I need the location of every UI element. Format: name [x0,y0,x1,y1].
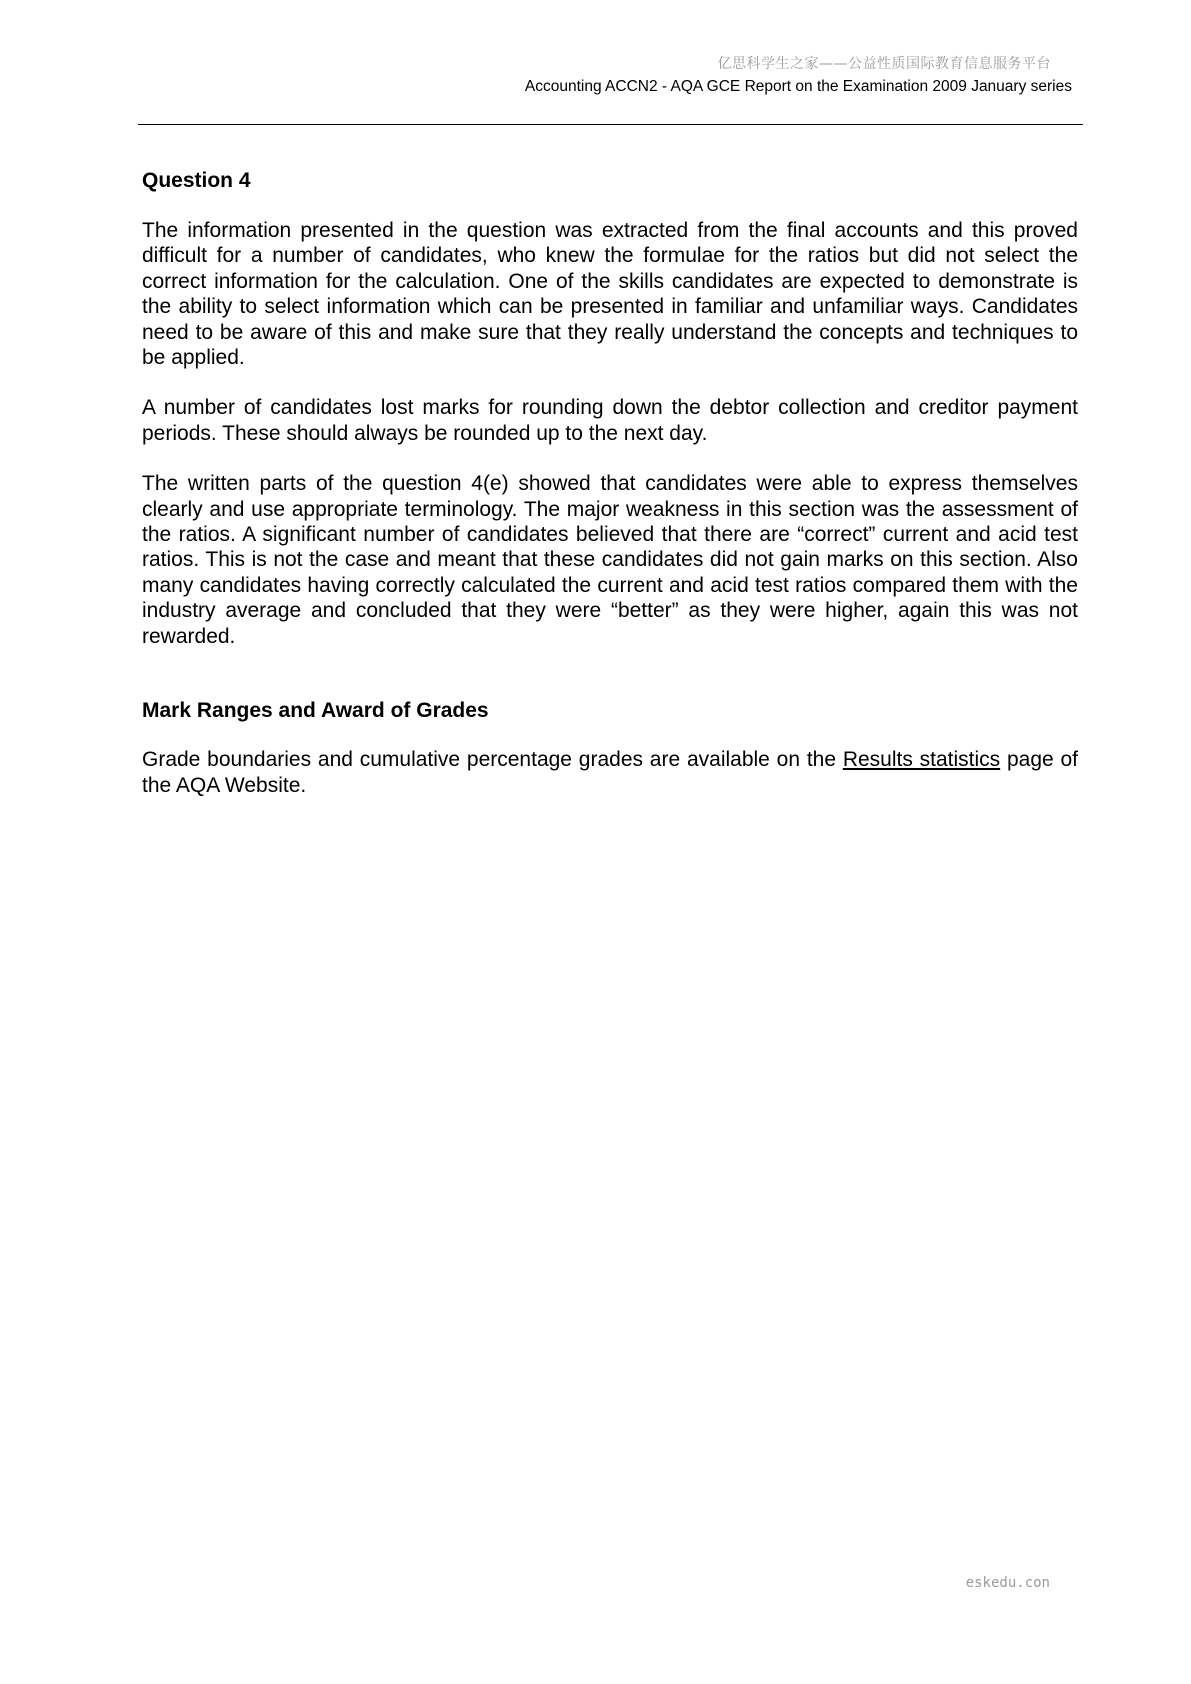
mark-ranges-text-after: page of the AQA Website. [142,748,1078,797]
document-body [142,167,1078,798]
watermark-header-text: 亿思科学生之家——公益性质国际教育信息服务平台 [717,56,1051,72]
question-4-paragraph-1: The information presented in the question was extracted from the final accounts and this proved difficult for a number of candidates, who knew the formulae for the ratios but did not select the correct information for the calculation. One of the skills candidates are expected to demonstrate is the ability to select information which can be presented in familiar and unfamiliar ways. Candidates need to be aware of this and make sure that they really understand the concepts and techniques to be applied. [142,219,1078,370]
question-4-paragraph-3: The written parts of the question 4(e) showed that candidates were able to express themselves clearly and use appropriate terminology. The major weakness in this section was the assessment of the ratios. A significant number of candidates believed that there are “correct” current and acid test ratios. This is not the case and meant that these candidates did not gain marks on this section. Also many candidates having correctly calculated the current and acid test ratios compared them with the industry average and concluded that they were “better” as they were higher, again this was not rewarded. [142,472,1078,648]
mark-ranges-text-before: Grade boundaries and cumulative percentage grades are available on the [142,748,843,772]
mark-ranges-paragraph [142,747,1078,798]
mark-ranges-heading: Mark Ranges and Award of Grades [142,699,489,723]
header-divider [138,124,1083,125]
question-4-heading: Question 4 [142,169,251,192]
question-4-paragraph-2: A number of candidates lost marks for rounding down the debtor collection and creditor payment periods. These should always be rounded up to the next day. [142,396,1078,445]
running-header: Accounting ACCN2 - AQA GCE Report on the Examination 2009 January series [524,78,1072,95]
results-statistics-link[interactable]: Results statistics [842,748,1001,772]
watermark-footer-text: eskedu.con [965,1575,1050,1591]
